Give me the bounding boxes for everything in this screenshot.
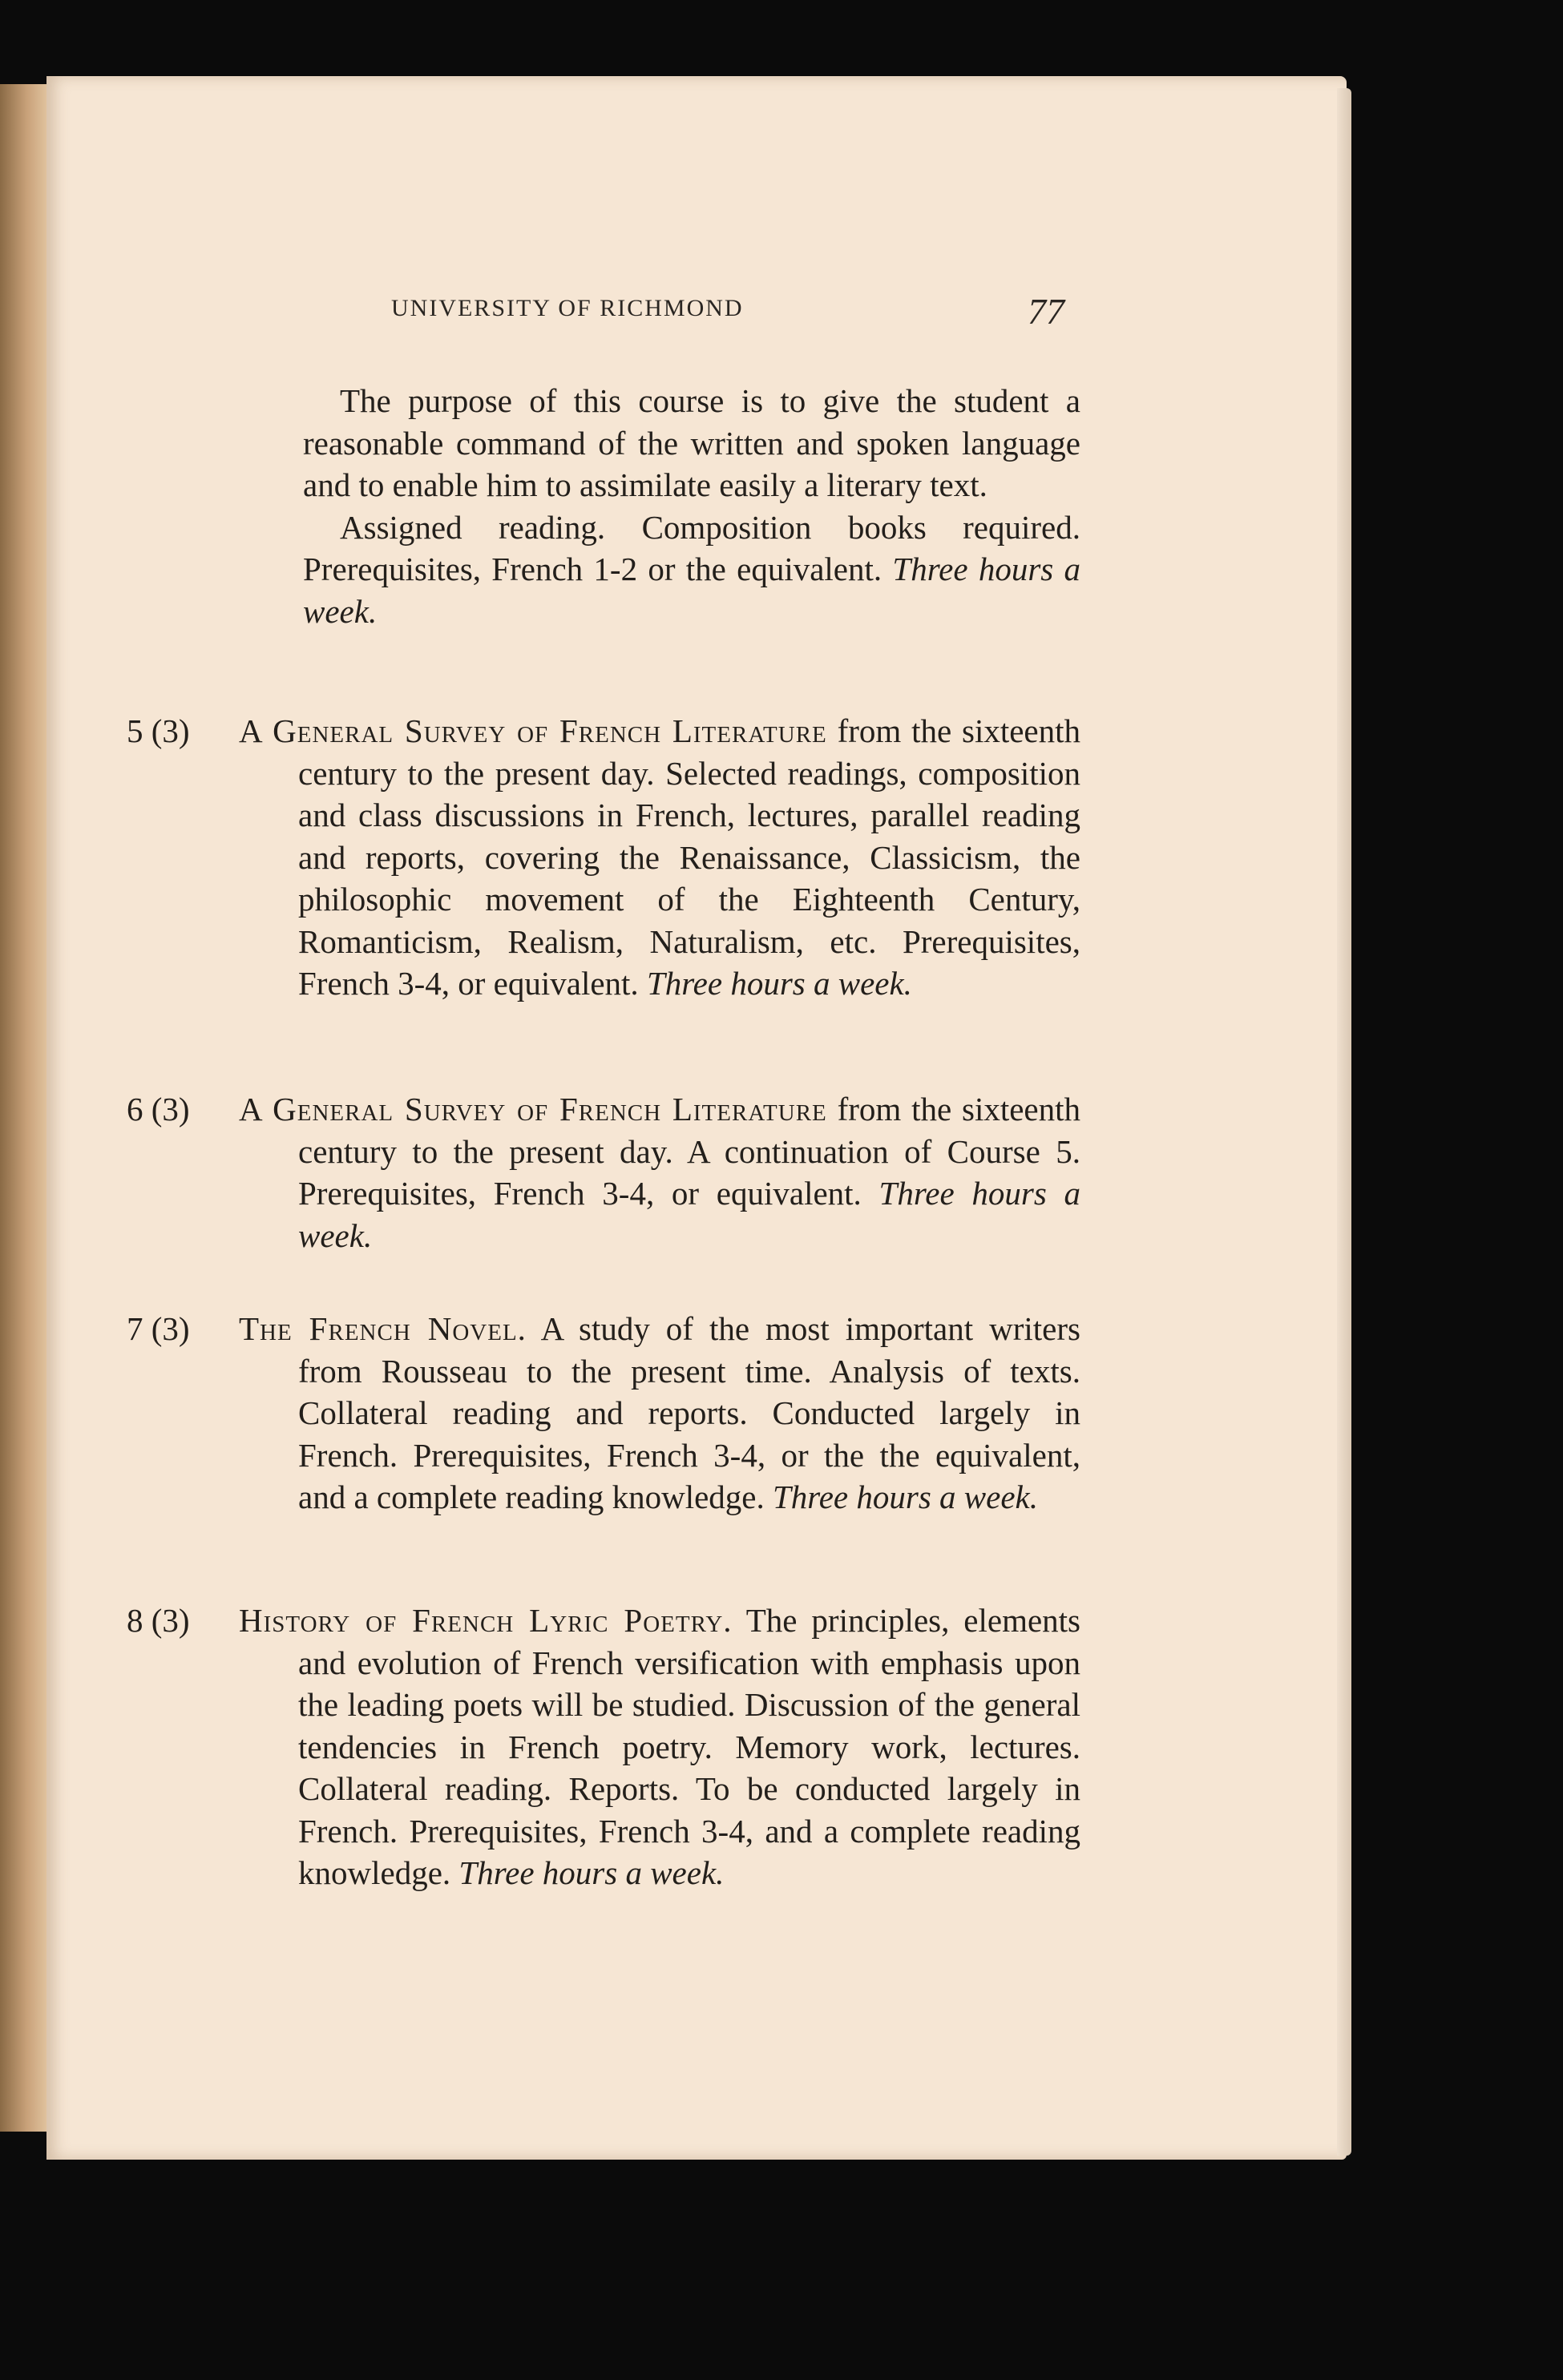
course-7 [127, 1308, 1080, 1519]
course-description: A study of the most important writers from Rousseau to the present time. Analysis of texts. Collateral reading and reports. Conducted largely in French. Prerequisites, French 3-4, or the the equivalent, and a complete reading knowledge. [298, 1310, 1080, 1515]
intro-paragraph-1: The purpose of this course is to give the student a reasonable command of the written and spoken language and to enable him to assimilate easily a literary text. [303, 382, 1080, 503]
course-number: 8 (3) [127, 1602, 190, 1639]
intro-section [303, 380, 1080, 632]
course-8 [127, 1599, 1080, 1894]
course-title: The French Novel. [239, 1310, 527, 1347]
book-spine-edge [0, 84, 50, 2132]
course-hours: Three hours a week. [458, 1854, 725, 1891]
course-number: 5 (3) [127, 712, 190, 749]
course-hours: Three hours a week. [773, 1478, 1038, 1515]
course-title: A General Survey of French Literature [239, 712, 827, 749]
course-6 [127, 1088, 1080, 1257]
course-5 [127, 710, 1080, 1005]
course-title: History of French Lyric Poetry. [239, 1602, 733, 1639]
intro-paragraph-2-text: Assigned reading. Composition books required. Prerequisites, French 1-2 or the equivalent. [303, 508, 1080, 587]
course-hours: Three hours a week. [298, 1175, 1080, 1254]
course-number: 6 (3) [127, 1091, 190, 1127]
course-body [239, 1599, 1081, 1894]
course-body [239, 1308, 1080, 1519]
intro-paragraph-2 [303, 506, 1080, 633]
course-title: A General Survey of French Literature [239, 1091, 827, 1127]
running-head: UNIVERSITY OF RICHMOND [391, 295, 744, 321]
course-description: from the sixteenth century to the present day. Selected readings, composition and class discussions in French, lectures, parallel reading and reports, covering the Renaissance, Classicism, the philosophic movement of the Eighteenth Century, Romanticism, Realism, Naturalism, etc. Prerequisites, French 3-4, or equivalent. [298, 712, 1081, 1002]
intro-paragraph-2-hours: Three hours a week. [303, 551, 1080, 630]
course-body [239, 1088, 1081, 1257]
course-hours: Three hours a week. [646, 965, 912, 1002]
page-edge [1337, 88, 1351, 2156]
page-number: 77 [1028, 291, 1064, 332]
course-body [239, 710, 1081, 1005]
course-number: 7 (3) [127, 1310, 190, 1347]
course-description: from the sixteenth century to the present day. A continuation of Course 5. Prerequisites, French 3-4, or equivalent. [298, 1091, 1081, 1212]
course-description: The principles, elements and evolution of French versification with emphasis upon the leading poets will be studied. Discussion of the general tendencies in French poetry. Memory work, lectures. Collateral reading. Reports. To be conducted largely in French. Prerequisites, French 3-4, and a complete reading knowledge. [298, 1602, 1081, 1891]
